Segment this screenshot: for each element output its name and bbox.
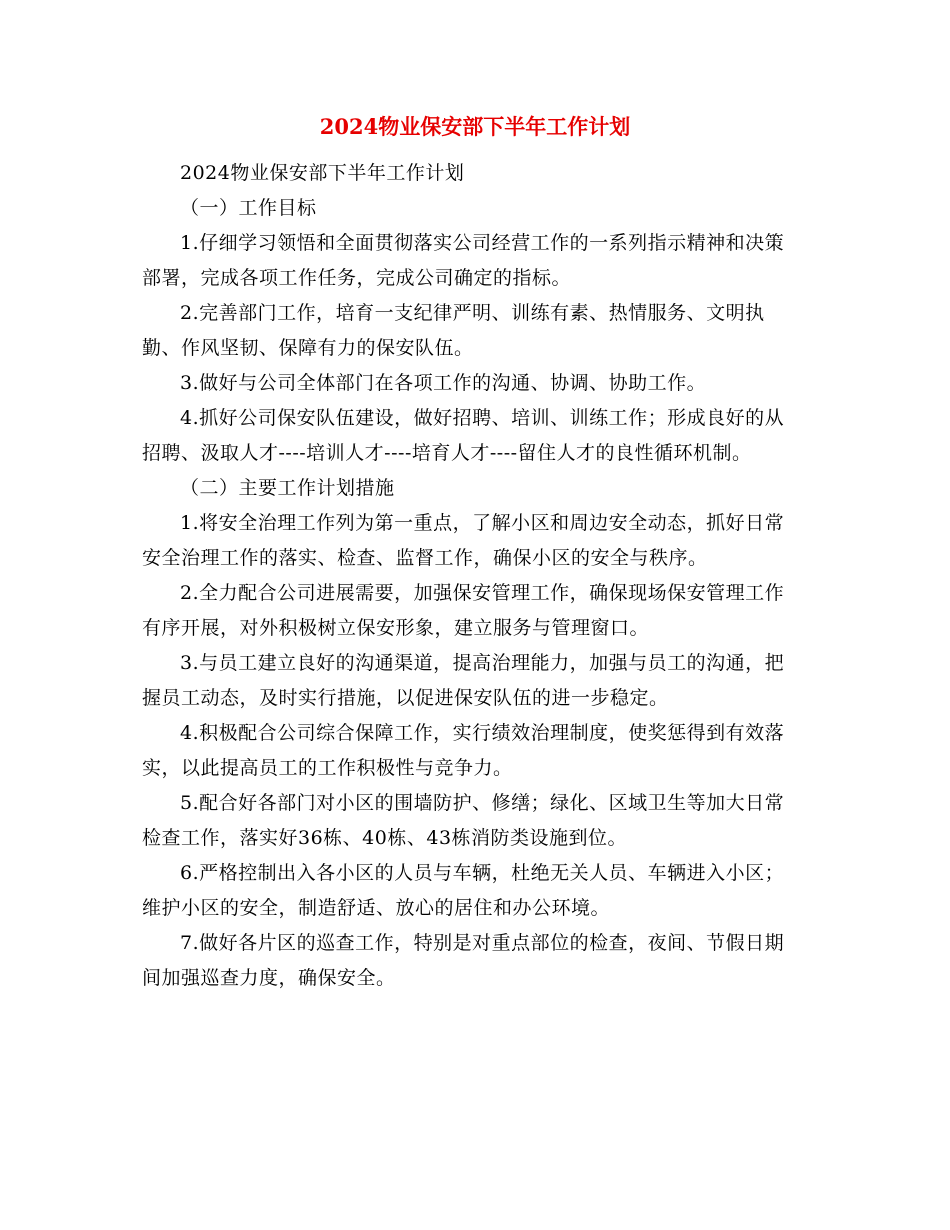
paragraph-subtitle: 2024物业保安部下半年工作计划: [180, 162, 465, 184]
measure-item-2: 2.全力配合公司进展需要，加强保安管理工作，确保现场保安管理工作有序开展，对外积极树立保安形象，建立服务与管理窗口。: [142, 582, 785, 639]
measure-item-3: 3.与员工建立良好的沟通渠道，提高治理能力，加强与员工的沟通，把握员工动态，及时实行措施，以促进保安队伍的进一步稳定。: [142, 652, 785, 709]
section-heading-measures: （二）主要工作计划措施: [180, 477, 395, 499]
measure-item-6: 6.严格控制出入各小区的人员与车辆，杜绝无关人员、车辆进入小区；维护小区的安全，制造舒适、放心的居住和办公环境。: [142, 862, 785, 919]
goal-item-3: 3.做好与公司全体部门在各项工作的沟通、协调、协助工作。: [180, 372, 707, 394]
document-title: 2024物业保安部下半年工作计划: [319, 114, 631, 139]
document-body: [142, 156, 802, 996]
section-heading-goals: （一）工作目标: [180, 197, 317, 219]
goal-item-2: 2.完善部门工作，培育一支纪律严明、训练有素、热情服务、文明执勤、作风坚韧、保障有力的保安队伍。: [142, 302, 765, 359]
measure-item-5: 5.配合好各部门对小区的围墙防护、修缮；绿化、区域卫生等加大日常检查工作，落实好36栋、40栋、43栋消防类设施到位。: [142, 792, 785, 849]
measure-item-4: 4.积极配合公司综合保障工作，实行绩效治理制度，使奖惩得到有效落实，以此提高员工的工作积极性与竞争力。: [142, 722, 785, 779]
measure-item-7: 7.做好各片区的巡查工作，特别是对重点部位的检查，夜间、节假日期间加强巡查力度，确保安全。: [142, 932, 785, 989]
goal-item-1: 1.仔细学习领悟和全面贯彻落实公司经营工作的一系列指示精神和决策部署，完成各项工作任务，完成公司确定的指标。: [142, 232, 785, 289]
goal-item-4: 4.抓好公司保安队伍建设，做好招聘、培训、训练工作；形成良好的从招聘、汲取人才----培训人才----培育人才----留住人才的良性循环机制。: [142, 407, 785, 464]
measure-item-1: 1.将安全治理工作列为第一重点，了解小区和周边安全动态，抓好日常安全治理工作的落实、检查、监督工作，确保小区的安全与秩序。: [142, 512, 785, 569]
